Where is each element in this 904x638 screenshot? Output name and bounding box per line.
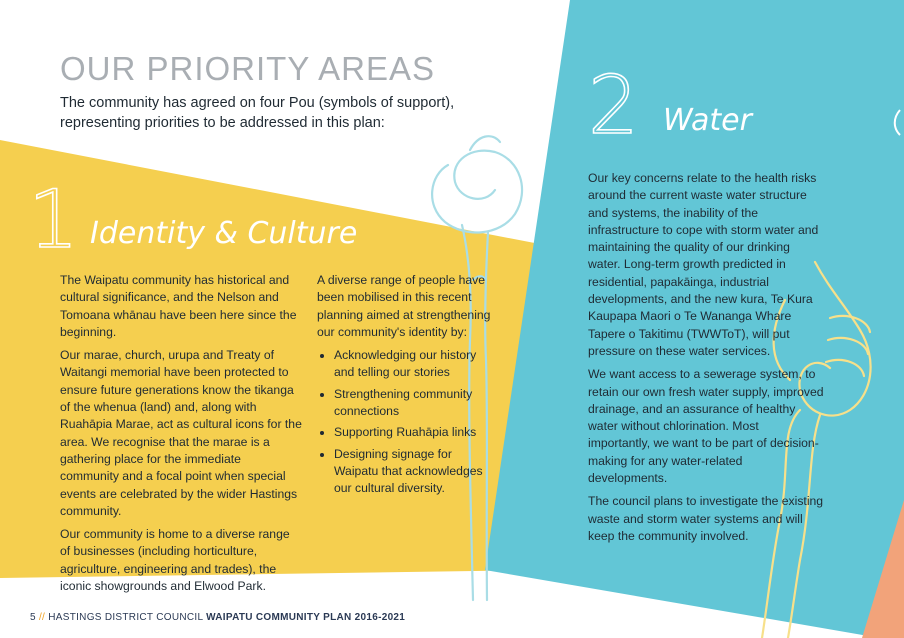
section2-heading: Water [663, 103, 752, 138]
list-item: • Supporting Ruahāpia links [334, 424, 495, 441]
section2-paragraph: Our key concerns relate to the health risks around the current waste water structure and systems, the inability of the infrastructure to cope with storm water and maintaining the quality of our drinking water. Long-term growth predicted in residential, papakāinga, industrial developments, and the new kura, Te Kura Kaupapa Maori o Te Wananga Whare Tapere o Takitimu (TWWToT), will put pressure on these water services. [588, 171, 819, 358]
section1-col2-intro: A diverse range of people have been mobilised in this recent planning aimed at strengthening our community's identity by: [317, 273, 491, 339]
list-item: • Designing signage for Waipatu that acknowledges our cultural diversity. [334, 446, 495, 498]
section1-paragraph: Our community is home to a diverse range of businesses (including horticulture, agriculture, engineering and trades), the iconic showgrounds and Elwood Park. [60, 527, 290, 594]
section1-bullet-list [317, 347, 495, 497]
page-number: 5 [30, 612, 36, 623]
footer-plan-title: WAIPATU COMMUNITY PLAN 2016-2021 [206, 612, 406, 623]
section1-paragraph: Our marae, church, urupa and Treaty of Waitangi memorial have been protected to ensure future generations know the tikanga of the whenua (land) and, along with Ruahāpia Marae, act as cultural icons for the area. We recognise that the marae is a gathering place for the immediate community and a focal point when special events are celebrated by the wider Hastings community. [60, 348, 302, 518]
section1-column-right [317, 272, 495, 502]
section1-column-left [60, 272, 302, 601]
section1-heading: Identity & Culture [90, 216, 358, 251]
page-footer [30, 612, 405, 623]
list-item: • Acknowledging our history and telling our stories [334, 347, 495, 382]
section1-paragraph: The Waipatu community has historical and cultural significance, and the Nelson and Tomoana whānau have been here since the beginning. [60, 273, 297, 339]
section1-number: 1 [28, 173, 79, 266]
footer-council: HASTINGS DISTRICT COUNCIL [48, 612, 203, 623]
list-item: • Strengthening community connections [334, 386, 495, 421]
page-title: OUR PRIORITY AREAS [60, 50, 435, 87]
section2-body [588, 170, 824, 551]
section2-paragraph: The council plans to investigate the existing waste and storm water systems and will keep the community involved. [588, 494, 824, 543]
section2-number: 2 [588, 59, 639, 152]
intro-text: The community has agreed on four Pou (symbols of support), representing priorities to be addressed in this plan: [60, 95, 455, 131]
footer-separator: // [38, 612, 46, 623]
section2-paragraph: We want access to a sewerage system, to retain our own fresh water supply, improved drainage, and an assurance of healthy water without chlorination. Most importantly, we want to be part of decision-making for any water-related developments. [588, 367, 824, 486]
